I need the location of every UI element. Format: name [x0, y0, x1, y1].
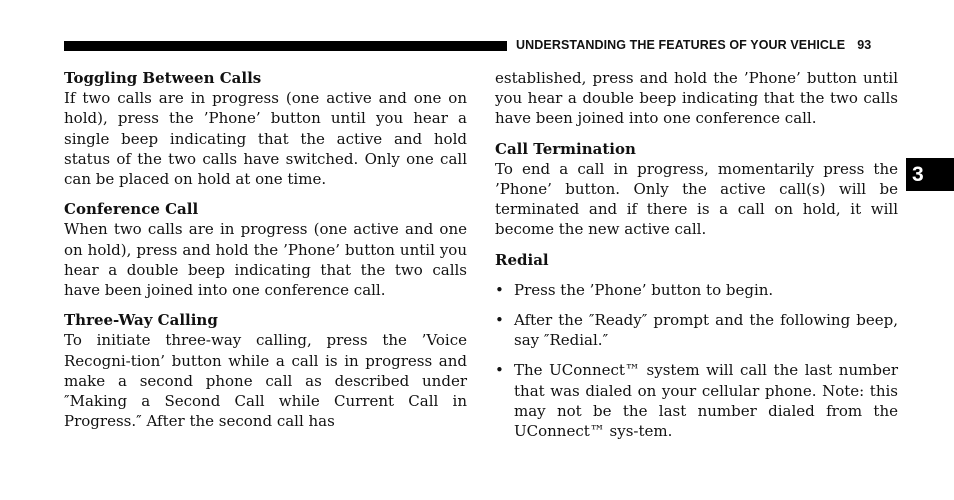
- redial-section: [495, 250, 898, 442]
- termination-heading: Call Termination: [495, 139, 636, 158]
- list-item-text: The UConnect™ system will call the last number that was dialed on your cellular phone. Note: this may not be the last number dialed from the UConnect™ sys-tem.: [514, 361, 898, 441]
- header-title: UNDERSTANDING THE FEATURES OF YOUR VEHICLE: [516, 38, 846, 52]
- conference-body: When two calls are in progress (one active and one on hold), press and hold the ’Phone’ button until you hear a double beep indicating that the two calls have been joined into one conference call.: [64, 220, 467, 300]
- toggling-heading: Toggling Between Calls: [64, 69, 262, 87]
- three-way-body: To initiate three-way calling, press the ’Voice Recogni-tion’ button while a call is in progress and make a second phone call as described under ″Making a Second Call while Current Call in Progress.″ After the second call has: [64, 331, 467, 431]
- list-item-text: After the ″Ready″ prompt and the following beep, say ″Redial.″: [514, 311, 898, 350]
- page-number: 93: [857, 38, 872, 52]
- bullet-icon: •: [495, 311, 504, 330]
- bullet-icon: •: [495, 280, 504, 299]
- list-item: [495, 310, 898, 350]
- right-column: [495, 68, 898, 451]
- toggling-section: [64, 68, 467, 189]
- continuation-body: established, press and hold the ’Phone’ button until you hear a double beep indicating that the two calls have been joined into one conference call.: [495, 69, 898, 128]
- termination-body: To end a call in progress, momentarily press the ’Phone’ button. Only the active call(s) will be terminated and if there is a call on hold, it will become the new active call.: [495, 159, 898, 239]
- conference-heading: Conference Call: [64, 200, 199, 219]
- running-header: [516, 38, 871, 52]
- redial-list: [495, 280, 898, 441]
- left-column: [64, 68, 467, 441]
- termination-section: [495, 139, 898, 240]
- redial-heading: Redial: [495, 250, 549, 269]
- list-item: [495, 280, 898, 300]
- toggling-body: If two calls are in progress (one active and one on hold), press the ’Phone’ button until you hear a single beep indicating that the active and hold status of the two calls have switched. Only one call can be placed on hold at one time.: [64, 89, 467, 189]
- bullet-icon: •: [495, 361, 504, 380]
- three-way-heading: Three-Way Calling: [64, 311, 218, 330]
- list-item-text: Press the ’Phone’ button to begin.: [514, 280, 774, 299]
- header-rule: [64, 41, 507, 51]
- list-item: [495, 360, 898, 441]
- continuation-section: [495, 68, 898, 129]
- three-way-section: [64, 310, 467, 431]
- conference-section: [64, 199, 467, 300]
- chapter-tab: 3: [906, 158, 954, 191]
